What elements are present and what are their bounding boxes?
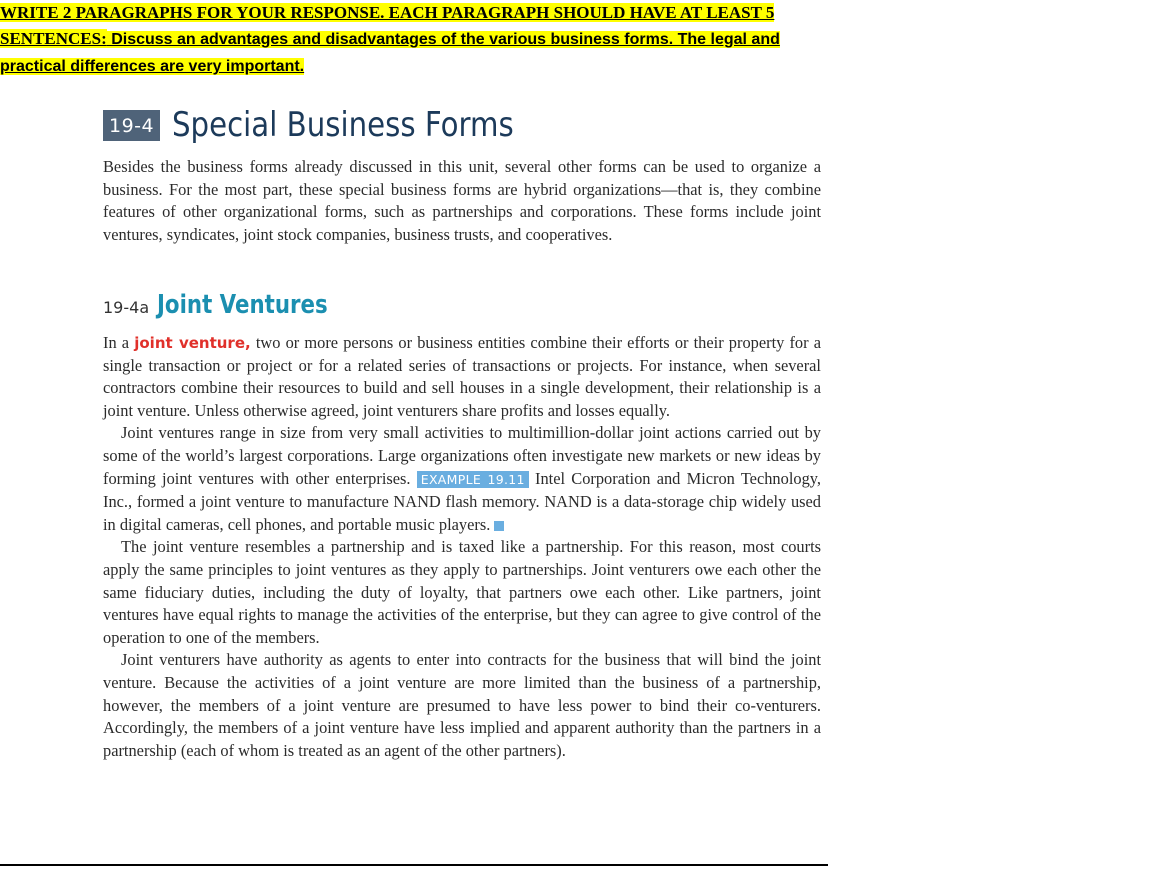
paragraph-example-text: Intel Corporation and Micron Technology, Inc., formed a joint venture to manufacture NAND flash memory. NAND is a data-storage chip widely used in digital cameras, cell phones, and portable music players. (103, 468, 821, 534)
key-term: joint venture, (134, 334, 251, 352)
instruction-caps-text: WRITE 2 PARAGRAPHS FOR YOUR RESPONSE. EACH PARAGRAPH SHOULD HAVE AT LEAST 5 SENTENCES: (0, 3, 775, 48)
paragraph-definition-lead: In a (103, 333, 135, 352)
instruction-prompt-text: Discuss an advantages and disadvantages of the various business forms. The legal and practical differences are very important. (0, 31, 780, 75)
example-end-marker-icon (494, 521, 504, 531)
section-title: Special Business Forms (172, 105, 514, 145)
paragraph-authority: Joint venturers have authority as agents to enter into contracts for the business that will bind the joint venture. Because the activities of a joint venture are more limited than the business of a partnership, however, the members of a joint venture are presumed to have less power to bind their co-venturers. Accordingly, the members of a joint venture have less implied and apparent authority than the partners in a partnership (each of whom is treated as an agent of the other partners). (103, 650, 821, 760)
paragraph-example (103, 422, 821, 536)
paragraph-taxation: The joint venture resembles a partnership and is taxed like a partnership. For this reason, most courts apply the same principles to joint ventures as they apply to partnerships. Joint venturers owe each other the same fiduciary duties, including the duty of loyalty, that partners owe each other. Like partners, joint ventures have equal rights to manage the activities of the enterprise, but they can agree to give control of the operation to one of the members. (103, 537, 821, 647)
subsection-body (103, 332, 821, 762)
section-heading (103, 100, 570, 150)
assignment-instruction (0, 0, 830, 80)
paragraph-example-lead: Joint ventures range in size from very small activities to multimillion-dollar joint actions carried out by some of the world’s largest corporations. Large organizations often investigate new markets or new ideas by forming joint ventures with other enterprises. (103, 423, 821, 488)
section-intro-paragraph: Besides the business forms already discussed in this unit, several other forms can be used to organize a business. For the most part, these special business forms are hybrid organizations—that is, they combine features of other organizational forms, such as partnerships and corporations. These forms include joint ventures, syndicates, joint stock companies, business trusts, and cooperatives. (103, 157, 821, 244)
bottom-divider (0, 864, 828, 866)
section-number-badge: 19-4 (103, 110, 160, 141)
paragraph-definition-text: two or more persons or business entities combine their efforts or their property for a single transaction or project or for a related series of transactions or projects. For instance, when several contractors combine their resources to build and sell houses in a single development, their relationship is a joint venture. Unless otherwise agreed, joint venturers share profits and losses equally. (103, 333, 822, 420)
subsection-heading (103, 290, 365, 320)
subsection-title: Joint Ventures (157, 290, 328, 320)
example-label: EXAMPLE 19.11 (417, 471, 529, 488)
subsection-number: 19-4a (103, 298, 150, 317)
paragraph-definition (103, 332, 821, 422)
